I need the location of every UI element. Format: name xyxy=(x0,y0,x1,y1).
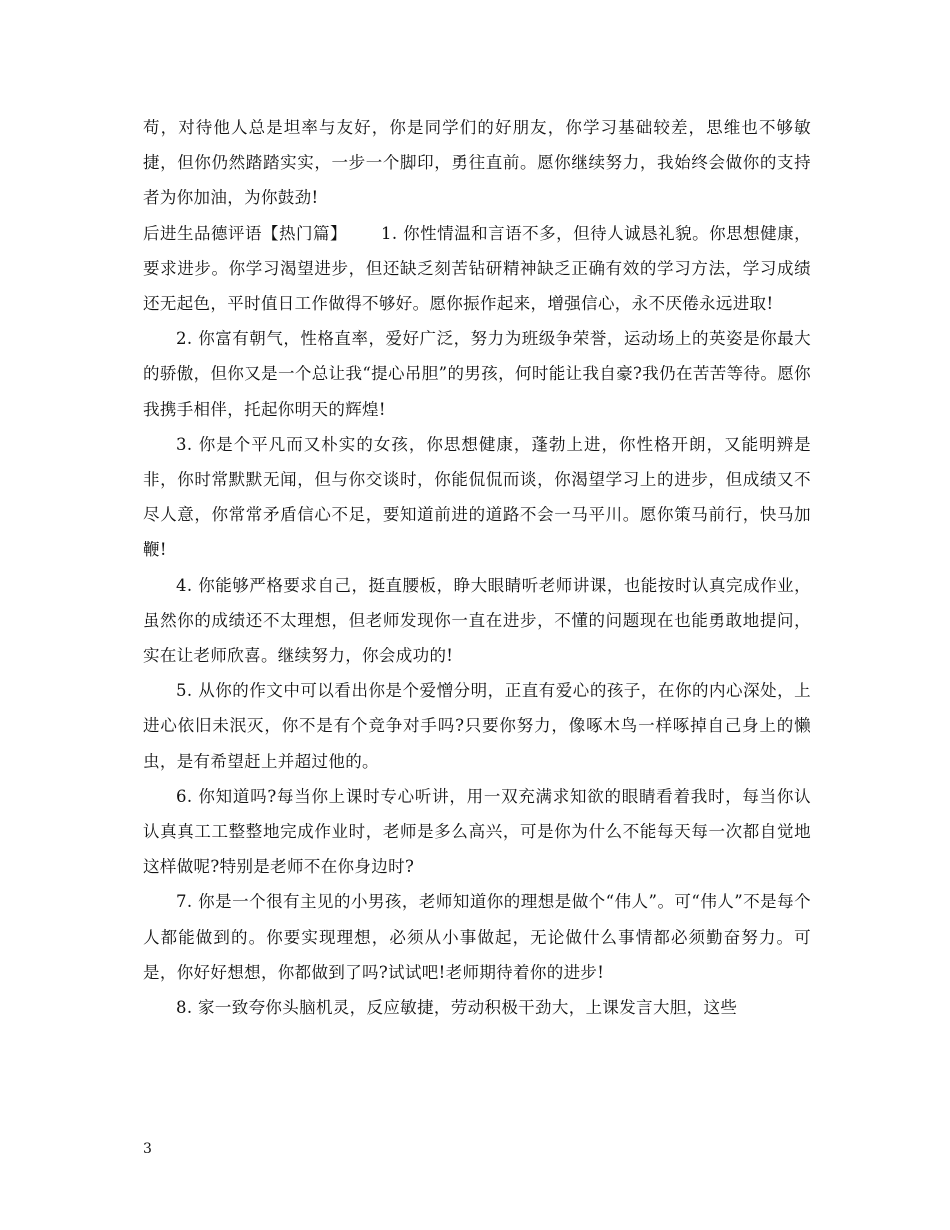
paragraph-item-1-text: 1. 你性情温和言语不多，但待人诚恳礼貌。你思想健康，要求进步。你学习渴望进步，但还缺乏刻苦钻研精神缺乏正确有效的学习方法，学习成绩还无起色，平时值日工作做得不够好。愿你振作起来，增强信心，永不厌倦永远进取! xyxy=(143,223,812,314)
paragraph-continued: 苟，对待他人总是坦率与友好，你是同学们的好朋友，你学习基础较差，思维也不够敏捷，但你仍然踏踏实实，一步一个脚印，勇往直前。愿你继续努力，我始终会做你的支持者为你加油，为你鼓劲! xyxy=(143,118,811,208)
paragraph-item-1 xyxy=(143,216,811,322)
paragraph-item-8: 8. 家一致夸你头脑机灵，反应敏捷，劳动积极干劲大，上课发言大胆，这些 xyxy=(176,998,738,1018)
document-body xyxy=(143,110,811,1025)
paragraph-item-5: 5. 从你的作文中可以看出你是个爱憎分明，正直有爱心的孩子，在你的内心深处，上进心依旧未泯灭，你不是有个竞争对手吗?只要你努力，像啄木鸟一样啄掉自己身上的懒虫，是有希望赶上并超过他的。 xyxy=(143,681,811,771)
paragraph-item-4: 4. 你能够严格要求自己，挺直腰板，睁大眼睛听老师讲课，也能按时认真完成作业，虽然你的成绩还不太理想，但老师发现你一直在进步，不懂的问题现在也能勇敢地提问，实在让老师欣喜。继续努力，你会成功的! xyxy=(143,575,811,666)
paragraph-item-3: 3. 你是个平凡而又朴实的女孩，你思想健康，蓬勃上进，你性格开朗，又能明辨是非，你时常默默无闻，但与你交谈时，你能侃侃而谈，你渴望学习上的进步，但成绩又不尽人意，你常常矛盾信心不足，要知道前进的道路不会一马平川。愿你策马前行，快马加鞭! xyxy=(143,434,811,560)
section-heading: 后进生品德评语【热门篇】 xyxy=(143,223,347,243)
paragraph-item-6: 6. 你知道吗?每当你上课时专心听讲，用一双充满求知欲的眼睛看着我时，每当你认认真真工工整整地完成作业时，老师是多么高兴，可是你为什么不能每天每一次都自觉地这样做呢?特别是老师不在你身边时? xyxy=(143,786,811,877)
page-number: 3 xyxy=(143,1141,152,1157)
paragraph-item-7: 7. 你是一个很有主见的小男孩，老师知道你的理想是做个“伟人”。可“伟人”不是每个人都能做到的。你要实现理想，必须从小事做起，无论做什么事情都必须勤奋努力。可是，你好好想想，你都做到了吗?试试吧!老师期待着你的进步! xyxy=(143,892,811,982)
paragraph-item-2: 2. 你富有朝气，性格直率，爱好广泛，努力为班级争荣誉，运动场上的英姿是你最大的骄傲，但你又是一个总让我“提心吊胆”的男孩，何时能让我自豪?我仍在苦苦等待。愿你我携手相伴，托起你明天的辉煌! xyxy=(143,329,811,419)
